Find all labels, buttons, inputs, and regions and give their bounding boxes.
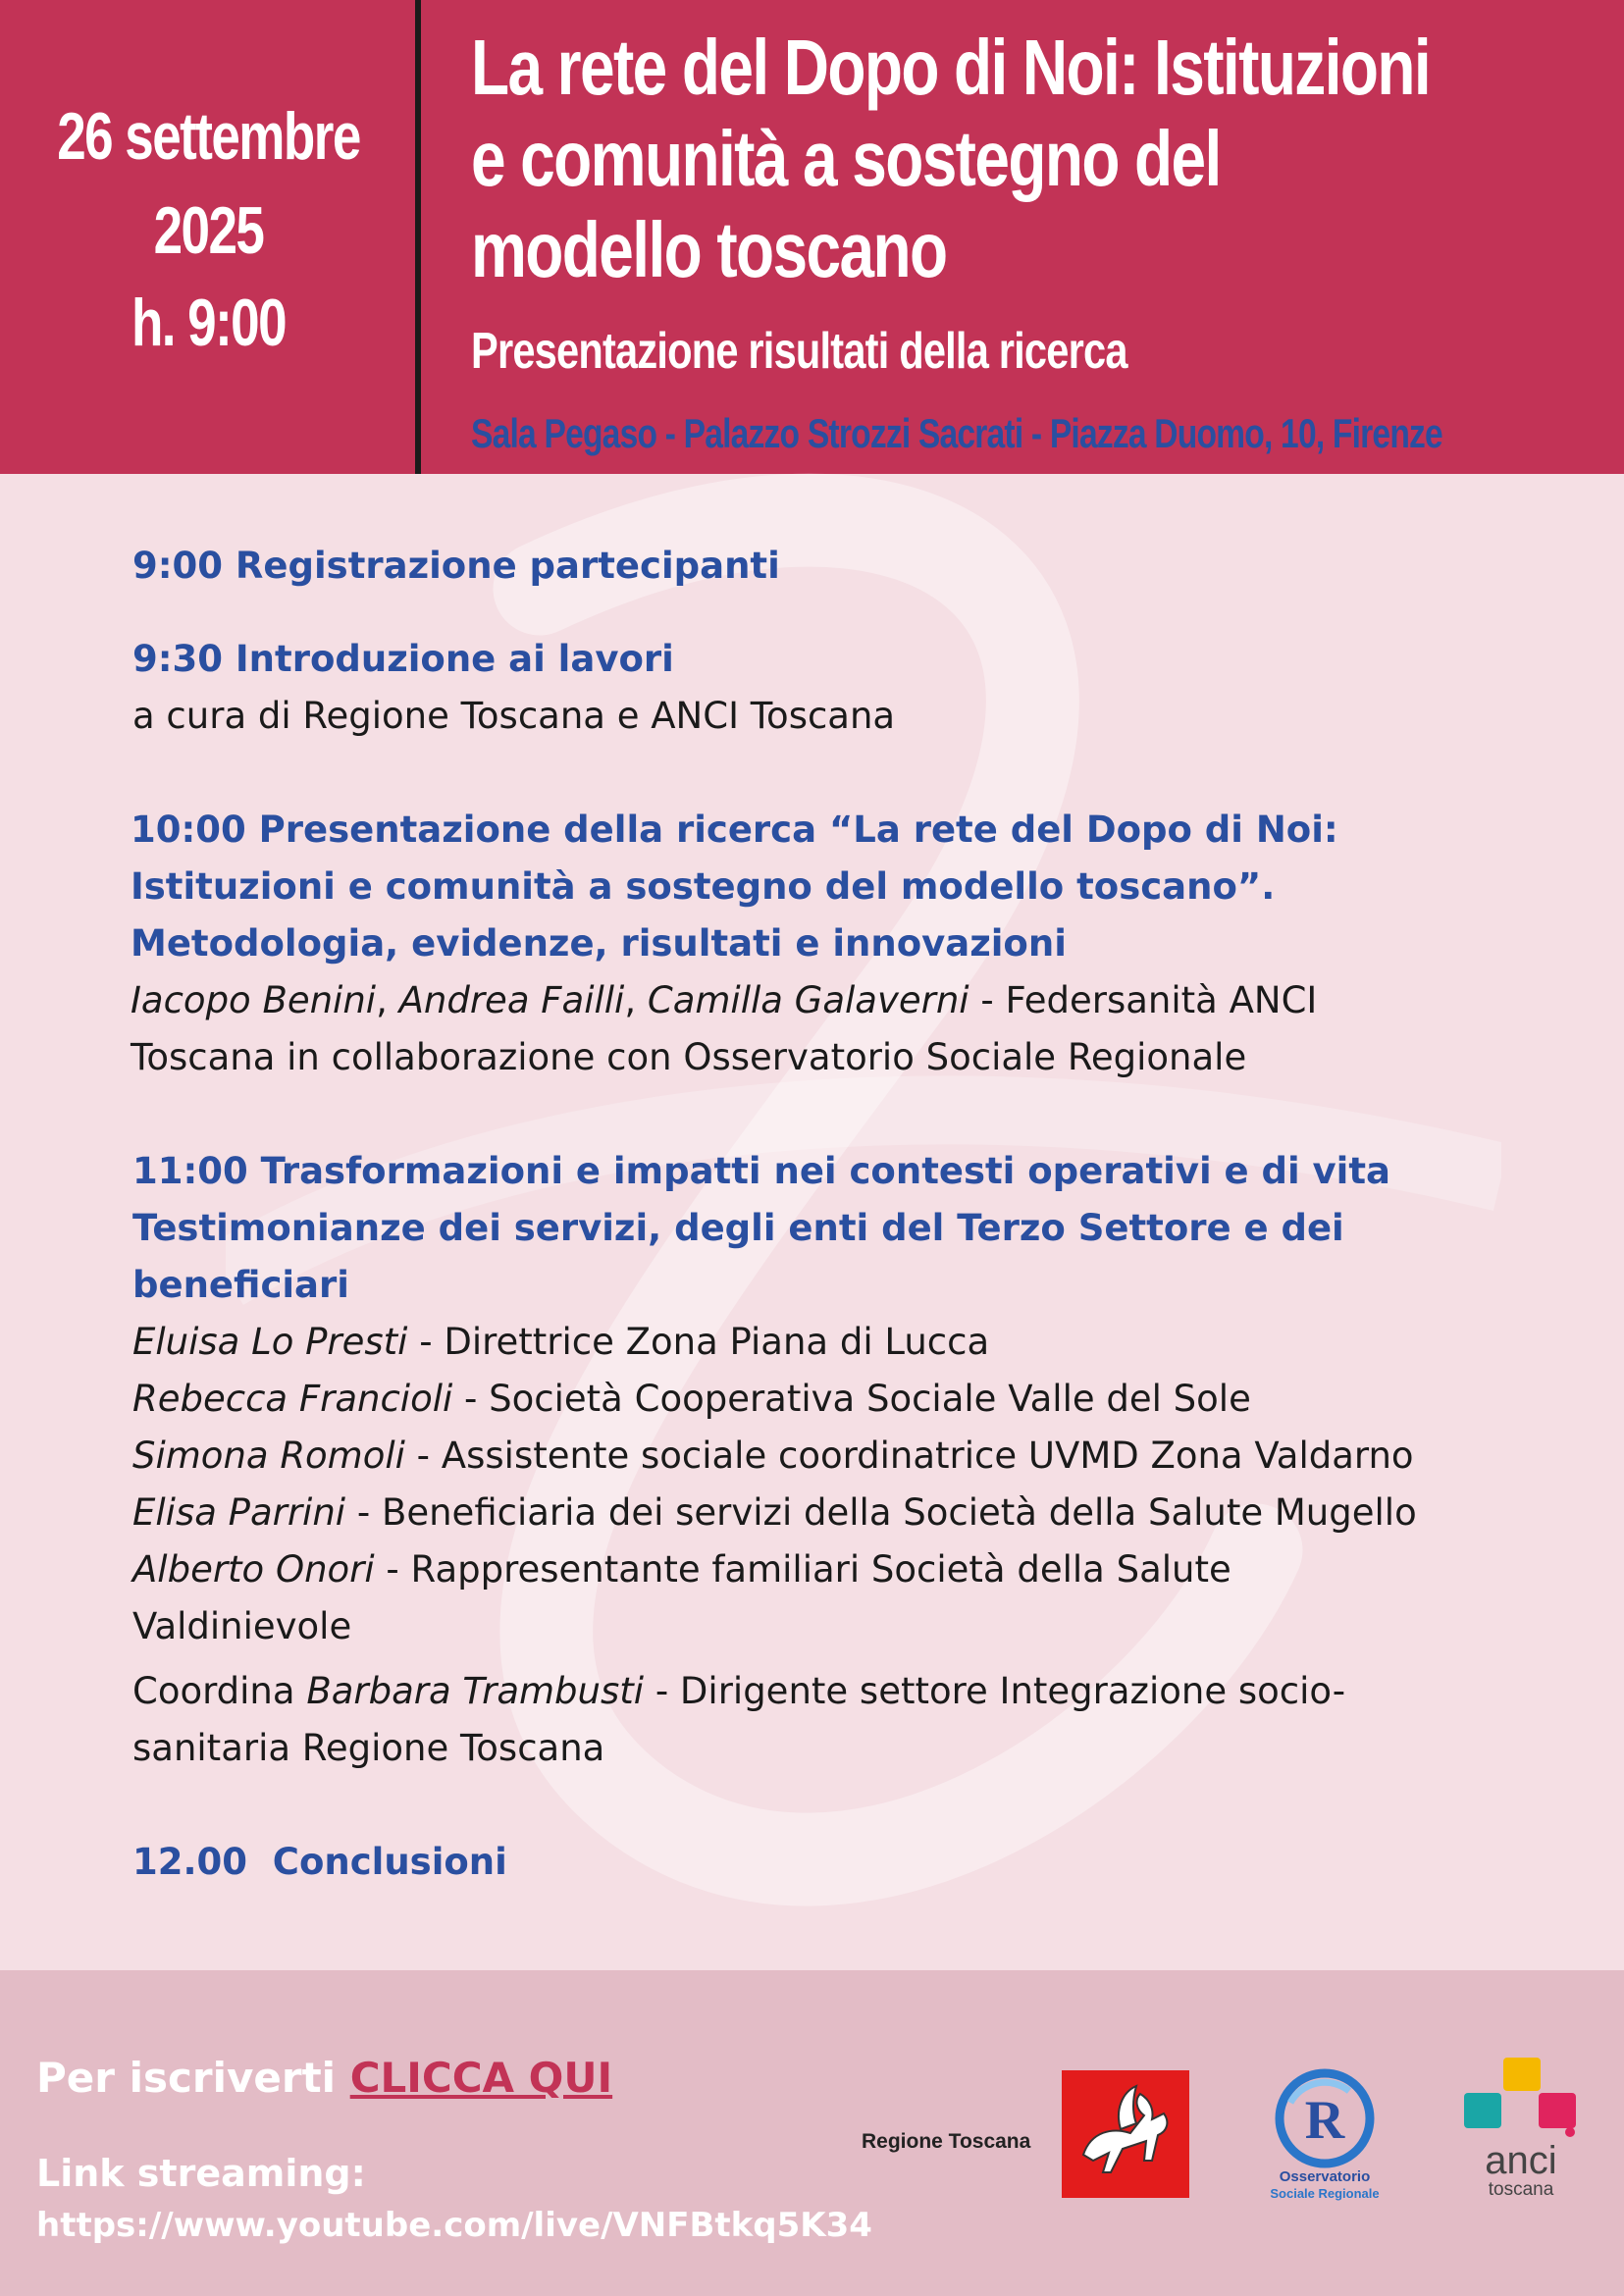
registration-link[interactable]: CLICCA QUI [349,2054,613,2102]
speaker-name: Alberto Onori [132,1548,375,1591]
moderator-name: Barbara Trambusti [306,1670,645,1712]
speaker-role: Valdinievole [132,1605,352,1647]
footer [0,1970,1624,2296]
osservatorio-logo [1251,2063,1398,2211]
speaker [132,1485,1506,1541]
moderator-prefix: Coordina [132,1670,307,1712]
event-date-day: 26 settembre [57,99,360,174]
agenda-intro-heading: 9:30 Introduzione ai lavori [132,638,674,680]
speaker [132,1314,1506,1371]
author-name: Andrea Failli [398,979,625,1021]
speaker-role: - Società Cooperativa Sociale Valle del Sole [452,1378,1251,1420]
speaker-role: - Direttrice Zona Piana di Lucca [407,1321,990,1363]
author-separator: , [624,979,648,1021]
agenda-conclusions: 12.00 Conclusioni [132,1841,507,1883]
speaker [132,1428,1506,1485]
osr-logo-line1: Osservatorio [1279,2168,1371,2185]
osr-logo-line2: Sociale Regionale [1270,2186,1380,2201]
speaker-name: Eluisa Lo Presti [132,1321,408,1363]
speaker [132,1541,1506,1655]
author-name: Iacopo Benini [131,979,377,1021]
event-date-year: 2025 [153,193,264,268]
speaker-role: - Assistente sociale coordinatrice UVMD Zona Valdarno [404,1435,1414,1477]
agenda-registration: 9:00 Registrazione partecipanti [132,545,780,587]
anci-logo-line1: anci [1485,2139,1557,2182]
svg-text:R: R [1304,2090,1345,2151]
header-divider [415,0,421,474]
event-date-time: h. 9:00 [131,286,287,360]
speaker-role: - Beneficiaria dei servizi della Società della Salute Mugello [345,1491,1417,1534]
agenda-research-heading [131,802,1506,972]
registration-prefix: Per iscriverti [36,2054,350,2102]
author-affiliation: Toscana in collaborazione con Osservatorio Sociale Regionale [131,1036,1247,1078]
author-separator: , [376,979,399,1021]
speaker-name: Rebecca Francioli [132,1378,453,1420]
speaker [132,1371,1506,1428]
pegasus-icon [1062,2070,1189,2198]
agenda-transformations-heading-line: beneficiari [132,1264,349,1306]
agenda-research-heading-line: 10:00 Presentazione della ricerca “La rete del Dopo di Noi: [131,809,1338,851]
agenda-research-heading-line: Metodologia, evidenze, risultati e innovazioni [131,922,1067,965]
anci-toscana-logo [1452,2054,1590,2211]
agenda-research-heading-line: Istituzioni e comunità a sostegno del modello toscano”. [131,865,1276,908]
event-subtitle: Presentazione risultati della ricerca [471,323,1127,380]
speaker-name: Elisa Parrini [132,1491,346,1534]
speaker-role: - Rappresentante familiari Società della Salute [374,1548,1231,1591]
regione-toscana-logo [1062,2070,1189,2198]
anci-logo-line2: toscana [1488,2179,1554,2200]
agenda-transformations-heading-line: Testimonianze dei servizi, degli enti del Terzo Settore e dei [132,1207,1344,1249]
moderator [132,1663,1506,1777]
streaming-link[interactable]: https://www.youtube.com/live/VNFBtkq5K34 [36,2206,872,2245]
moderator-role: - Dirigente settore Integrazione socio- [644,1670,1346,1712]
registration-line [36,2054,612,2102]
agenda-transformations-heading-line: 11:00 Trasformazioni e impatti nei contesti operativi e di vita [132,1150,1390,1192]
program-list [132,538,1506,1891]
header-banner [0,0,1624,474]
event-date [0,0,417,474]
speaker-name: Simona Romoli [132,1435,405,1477]
moderator-role: sanitaria Regione Toscana [132,1727,605,1769]
agenda-research-authors [131,972,1506,1086]
author-affiliation: - Federsanità ANCI [969,979,1318,1021]
agenda-intro-by: a cura di Regione Toscana e ANCI Toscana [132,695,896,737]
event-venue: Sala Pegaso - Palazzo Strozzi Sacrati - Piazza Duomo, 10, Firenze [471,410,1442,456]
regione-toscana-label: Regione Toscana [862,2130,1031,2153]
streaming-label: Link streaming: [36,2152,366,2195]
agenda-transformations-heading [132,1143,1506,1314]
author-name: Camilla Galaverni [647,979,969,1021]
event-title: La rete del Dopo di Noi: Istituzioni e comunità a sostegno del modello toscano [471,24,1431,293]
